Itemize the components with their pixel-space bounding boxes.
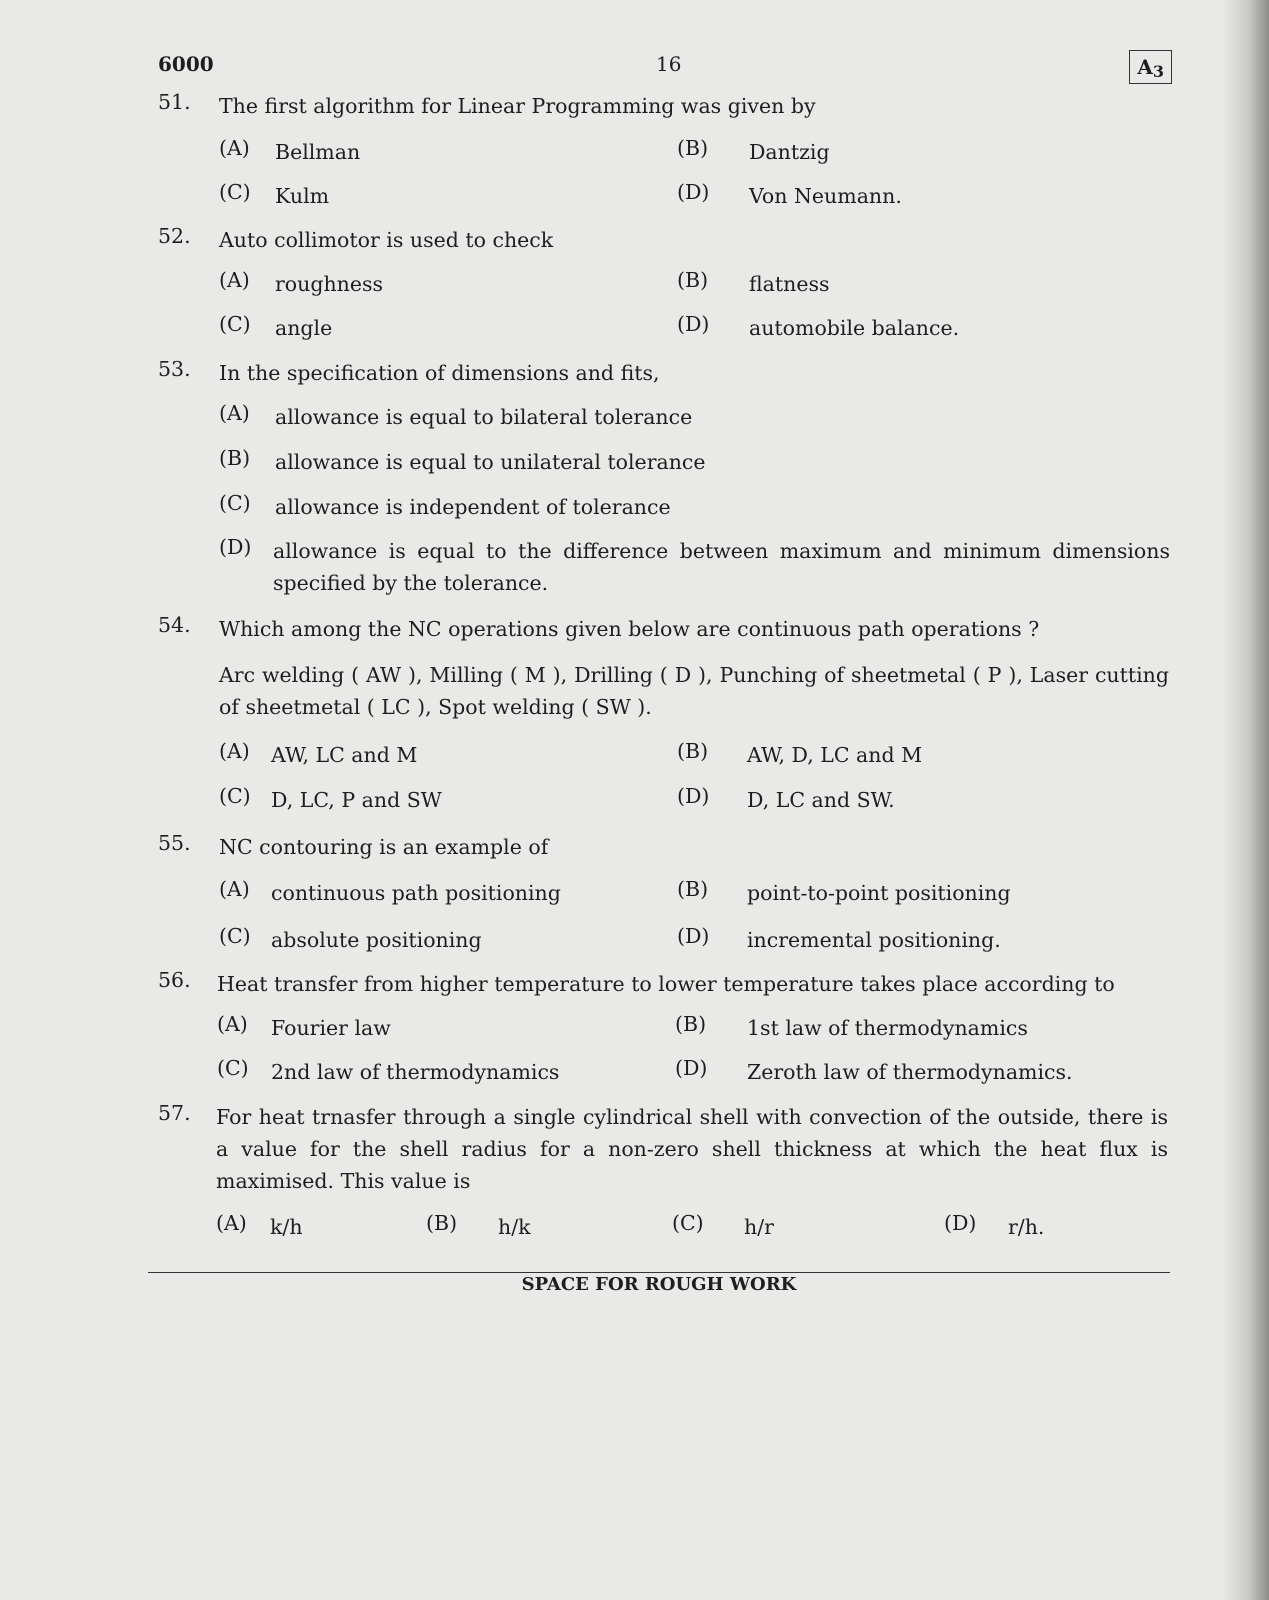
question-number: 52. <box>158 224 191 248</box>
option-a[interactable] <box>219 268 383 300</box>
option-text: h/r <box>744 1215 774 1239</box>
option-text: angle <box>275 316 333 340</box>
option-label: (B) <box>677 136 709 160</box>
option-label: (D) <box>219 535 252 559</box>
option-label: (C) <box>219 180 251 204</box>
option-label: (D) <box>677 924 710 948</box>
option-text: point-to-point positioning <box>747 881 1011 905</box>
option-b[interactable] <box>677 877 1011 909</box>
option-text: allowance is equal to unilateral tolerance <box>275 450 706 474</box>
option-text: incremental positioning. <box>747 928 1001 952</box>
option-label: (B) <box>219 446 251 470</box>
option-text: allowance is equal to bilateral tolerance <box>275 405 693 429</box>
rough-work-label: SPACE FOR ROUGH WORK <box>521 1274 797 1295</box>
option-label: (A) <box>219 136 250 160</box>
option-text: continuous path positioning <box>271 881 561 905</box>
option-text: AW, D, LC and M <box>747 743 923 767</box>
question-number: 56. <box>158 968 191 992</box>
option-text: D, LC, P and SW <box>271 788 442 812</box>
option-label: (B) <box>677 877 709 901</box>
option-label: (B) <box>675 1012 707 1036</box>
booklet-code: 6000 <box>158 52 214 76</box>
question-number: 53. <box>158 357 191 381</box>
option-c[interactable] <box>217 1056 559 1088</box>
option-text: Fourier law <box>271 1016 391 1040</box>
option-text: AW, LC and M <box>271 743 418 767</box>
option-label: (C) <box>219 312 251 336</box>
option-text: automobile balance. <box>749 316 960 340</box>
option-a[interactable] <box>216 1211 303 1243</box>
option-text: k/h <box>270 1215 303 1239</box>
option-label: (D) <box>677 180 710 204</box>
question-number: 57. <box>158 1101 191 1125</box>
question-number: 54. <box>158 613 191 637</box>
option-c[interactable] <box>219 784 442 816</box>
option-d[interactable] <box>677 784 895 816</box>
operations-list: Arc welding ( AW ), Milling ( M ), Drilling ( D ), Punching of sheetmetal ( P ), Laser cutting of sheetmetal ( LC ), Spot welding ( SW ). <box>219 663 1169 719</box>
option-c[interactable] <box>219 312 332 344</box>
option-text: roughness <box>275 272 384 296</box>
option-c[interactable] <box>672 1211 774 1243</box>
question-text: Heat transfer from higher temperature to lower temperature takes place according to <box>217 972 1115 996</box>
option-text: Zeroth law of thermodynamics. <box>747 1060 1073 1084</box>
page-header <box>158 50 1172 86</box>
option-label: (D) <box>675 1056 708 1080</box>
option-label: (D) <box>944 1211 977 1235</box>
option-text: 1st law of thermodynamics <box>747 1016 1028 1040</box>
option-label: (A) <box>219 268 250 292</box>
option-label: (B) <box>677 268 709 292</box>
series-box <box>1129 50 1172 84</box>
option-a[interactable] <box>217 1012 391 1044</box>
option-text: h/k <box>498 1215 531 1239</box>
option-a[interactable] <box>219 739 417 771</box>
option-label: (C) <box>219 784 251 808</box>
option-b[interactable] <box>677 136 830 168</box>
question-text: For heat trnasfer through a single cylindrical shell with convection of the outside, there is a value for the shell radius for a non-zero shell thickness at which the heat flux is maximised. This value is <box>216 1105 1168 1193</box>
option-label: (A) <box>217 1012 248 1036</box>
question-number: 51. <box>158 90 191 114</box>
question-text: In the specification of dimensions and fits, <box>219 361 660 385</box>
page-edge-shadow <box>1223 0 1269 1600</box>
option-text: 2nd law of thermodynamics <box>271 1060 560 1084</box>
series-letter: A <box>1137 55 1153 79</box>
question-number: 55. <box>158 831 191 855</box>
option-text: flatness <box>749 272 830 296</box>
option-c[interactable] <box>219 924 482 956</box>
option-d[interactable] <box>677 924 1001 956</box>
option-label: (C) <box>217 1056 249 1080</box>
question-text: NC contouring is an example of <box>219 835 549 859</box>
option-text: Von Neumann. <box>749 184 902 208</box>
option-label: (A) <box>219 877 250 901</box>
option-label: (C) <box>219 491 251 515</box>
option-a[interactable] <box>219 136 360 168</box>
option-b[interactable] <box>677 268 830 300</box>
option-text: allowance is equal to the difference between maximum and minimum dimensions specified by the tolerance. <box>273 539 1170 595</box>
series-number: 3 <box>1152 62 1164 81</box>
option-text: Dantzig <box>749 140 830 164</box>
option-b[interactable] <box>675 1012 1028 1044</box>
option-d[interactable] <box>675 1056 1073 1088</box>
option-c[interactable] <box>219 180 329 212</box>
option-label: (C) <box>672 1211 704 1235</box>
option-label: (B) <box>426 1211 458 1235</box>
option-text: absolute positioning <box>271 928 482 952</box>
option-b[interactable] <box>677 739 922 771</box>
option-d[interactable] <box>219 535 1170 599</box>
option-d[interactable] <box>944 1211 1044 1243</box>
option-label: (D) <box>677 784 710 808</box>
option-text: Bellman <box>275 140 361 164</box>
option-d[interactable] <box>677 312 959 344</box>
option-text: allowance is independent of tolerance <box>275 495 671 519</box>
option-label: (C) <box>219 924 251 948</box>
option-b[interactable] <box>426 1211 531 1243</box>
page-number: 16 <box>656 52 682 76</box>
question-text: Auto collimotor is used to check <box>219 228 554 252</box>
option-label: (B) <box>677 739 709 763</box>
option-d[interactable] <box>677 180 902 212</box>
footer-divider <box>148 1272 1170 1273</box>
question-text: The first algorithm for Linear Programming was given by <box>219 94 816 118</box>
option-c[interactable] <box>219 491 671 523</box>
option-b[interactable] <box>219 446 706 478</box>
option-a[interactable] <box>219 877 561 909</box>
option-label: (A) <box>216 1211 247 1235</box>
option-text: Kulm <box>275 184 330 208</box>
option-a[interactable] <box>219 401 692 433</box>
question-text: Which among the NC operations given below are continuous path operations ? <box>219 617 1040 641</box>
option-label: (A) <box>219 401 250 425</box>
option-label: (D) <box>677 312 710 336</box>
option-label: (A) <box>219 739 250 763</box>
option-text: r/h. <box>1008 1215 1045 1239</box>
option-text: D, LC and SW. <box>747 788 895 812</box>
